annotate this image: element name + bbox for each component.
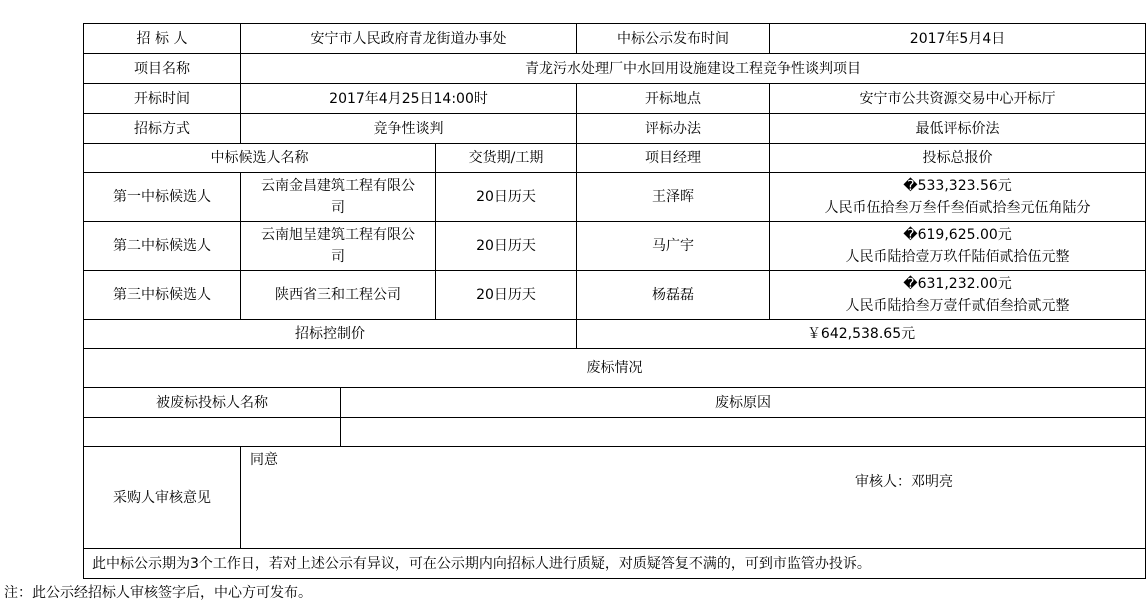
candidate-manager: 王泽晖 — [577, 173, 770, 222]
control-price-label: 招标控制价 — [84, 320, 577, 349]
candidate-price-words: 人民币陆拾叁万壹仟贰佰叁拾贰元整 — [845, 298, 1070, 314]
method-row — [84, 114, 1146, 144]
void-empty-row — [84, 418, 1146, 447]
review-label: 采购人审核意见 — [84, 447, 241, 549]
control-price-value: ￥642,538.65元 — [577, 320, 1146, 349]
candidate-rank: 第一中标候选人 — [84, 173, 241, 222]
candidate-name-line: 云南金昌建筑工程有限公 — [261, 178, 415, 194]
void-reason-label: 废标原因 — [341, 388, 1146, 418]
candidate-rank: 第二中标候选人 — [84, 222, 241, 271]
candidate-name — [241, 271, 436, 320]
open-place-value: 安宁市公共资源交易中心开标厅 — [770, 84, 1146, 114]
void-reason-value — [341, 418, 1146, 447]
open-time-value: 2017年4月25日14:00时 — [241, 84, 577, 114]
notice-text: 此中标公示期为3个工作日，若对上述公示有异议，可在公示期内向招标人进行质疑，对质疑答复不满的，可到市监管办投诉。 — [84, 549, 1146, 579]
candidate-period: 20日历天 — [436, 271, 577, 320]
method-label: 招标方式 — [84, 114, 241, 144]
column-header-period: 交货期/工期 — [436, 144, 577, 173]
control-price-row — [84, 320, 1146, 349]
void-bidder-label: 被废标投标人名称 — [84, 388, 341, 418]
void-title-row — [84, 349, 1146, 388]
candidate-price-number: �619,625.00元 — [903, 227, 1012, 243]
tenderer-value: 安宁市人民政府青龙街道办事处 — [241, 24, 577, 54]
candidate-name-line: 云南旭呈建筑工程有限公 — [261, 227, 415, 243]
review-row — [84, 447, 1146, 549]
column-header-manager: 项目经理 — [577, 144, 770, 173]
candidate-rank: 第三中标候选人 — [84, 271, 241, 320]
candidate-name — [241, 222, 436, 271]
candidate-price-number: �533,323.56元 — [903, 178, 1012, 194]
candidate-price-words: 人民币陆拾壹万玖仟陆佰贰拾伍元整 — [845, 249, 1070, 265]
void-title: 废标情况 — [84, 349, 1146, 388]
open-place-label: 开标地点 — [577, 84, 770, 114]
tenderer-row — [84, 24, 1146, 54]
project-name-value: 青龙污水处理厂中水回用设施建设工程竞争性谈判项目 — [241, 54, 1146, 84]
column-header-candidate-name: 中标候选人名称 — [84, 144, 436, 173]
project-name-label: 项目名称 — [84, 54, 241, 84]
candidate-price — [770, 173, 1146, 222]
candidate-price — [770, 222, 1146, 271]
project-name-row — [84, 54, 1146, 84]
candidate-period: 20日历天 — [436, 173, 577, 222]
void-header-row — [84, 388, 1146, 418]
table-row — [84, 271, 1146, 320]
candidate-header-row — [84, 144, 1146, 173]
column-header-price: 投标总报价 — [770, 144, 1146, 173]
table-row — [84, 222, 1146, 271]
review-opinion-cell — [241, 447, 1146, 549]
candidate-manager: 杨磊磊 — [577, 271, 770, 320]
candidate-name-line: 陕西省三和工程公司 — [275, 287, 401, 303]
eval-value: 最低评标价法 — [770, 114, 1146, 144]
candidate-name — [241, 173, 436, 222]
candidate-manager: 马广宇 — [577, 222, 770, 271]
void-bidder-value — [84, 418, 341, 447]
candidate-name-line: 司 — [331, 200, 345, 216]
table-row — [84, 173, 1146, 222]
footer-note: 注：此公示经招标人审核签字后，中心方可发布。 — [4, 585, 312, 601]
bid-result-table — [83, 23, 1146, 579]
reviewer-signature: 审核人：邓明亮 — [855, 474, 953, 490]
eval-label: 评标办法 — [577, 114, 770, 144]
tenderer-label: 招 标 人 — [84, 24, 241, 54]
open-time-label: 开标时间 — [84, 84, 241, 114]
method-value: 竞争性谈判 — [241, 114, 577, 144]
candidate-price-words: 人民币伍拾叁万叁仟叁佰贰拾叁元伍角陆分 — [824, 200, 1091, 216]
candidate-name-line: 司 — [331, 249, 345, 265]
publish-time-label: 中标公示发布时间 — [577, 24, 770, 54]
publish-time-value: 2017年5月4日 — [770, 24, 1146, 54]
candidate-price-number: �631,232.00元 — [903, 276, 1012, 292]
candidate-period: 20日历天 — [436, 222, 577, 271]
notice-row — [84, 549, 1146, 579]
candidate-price — [770, 271, 1146, 320]
review-opinion: 同意 — [250, 452, 278, 468]
open-time-row — [84, 84, 1146, 114]
